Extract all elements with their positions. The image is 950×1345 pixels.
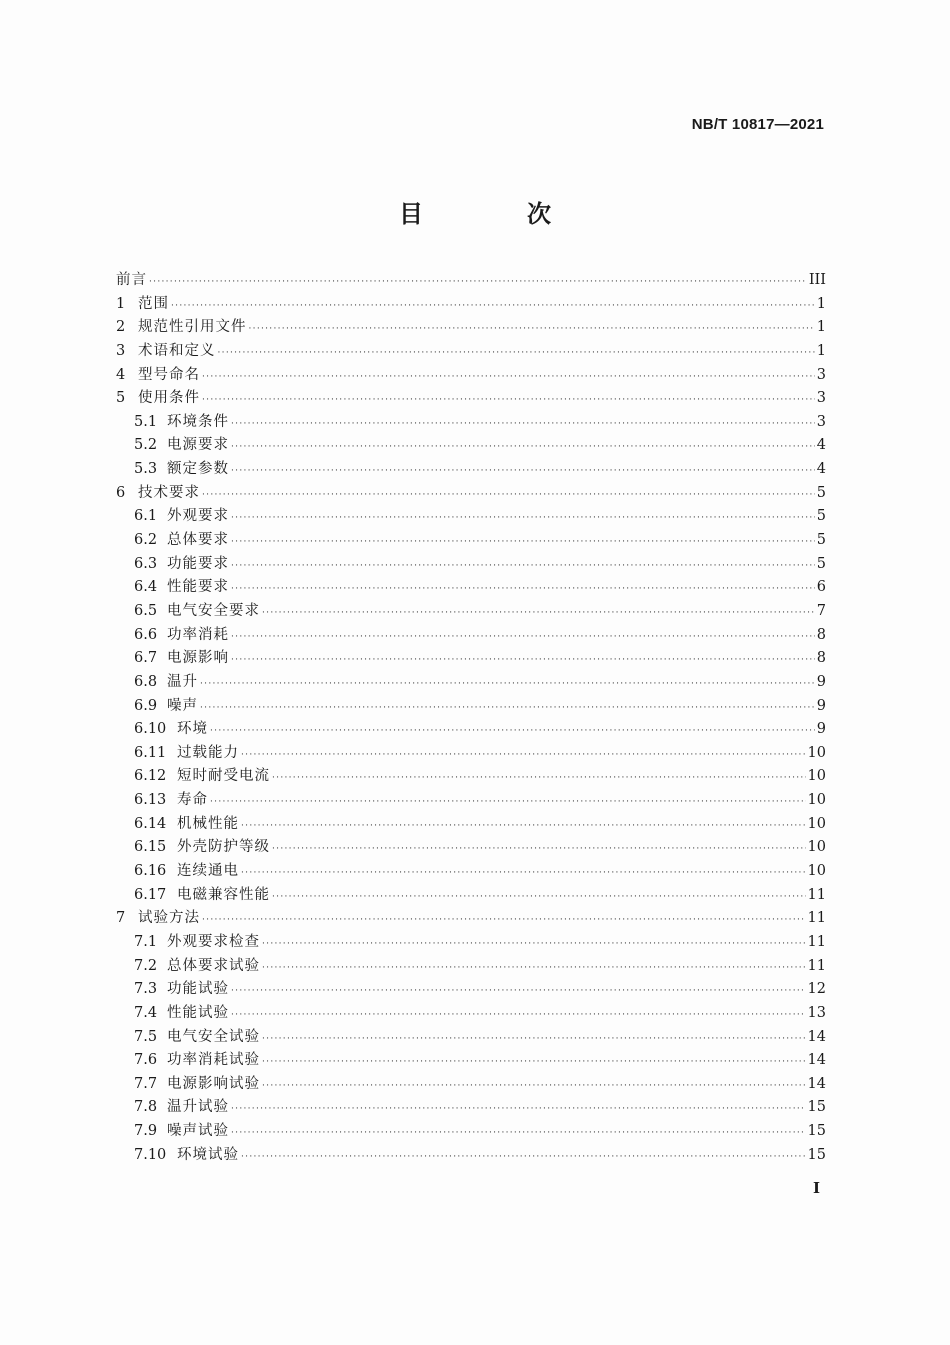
toc-entry-page: 11 bbox=[807, 910, 826, 927]
toc-entry-label: 技术要求 bbox=[138, 484, 200, 501]
toc-entry-number: 6.2 bbox=[134, 532, 158, 549]
toc-subentry[interactable] bbox=[116, 1049, 826, 1073]
toc-entry-label: 额定参数 bbox=[167, 461, 229, 478]
toc-entry-number: 6.6 bbox=[134, 626, 158, 643]
toc-entry-label: 性能试验 bbox=[167, 1004, 229, 1021]
toc-subentry[interactable] bbox=[116, 978, 826, 1002]
toc-subentry[interactable] bbox=[116, 789, 826, 813]
toc-entry-page: 4 bbox=[816, 437, 826, 454]
toc-entry-page: 13 bbox=[807, 1004, 826, 1021]
toc-subentry[interactable] bbox=[116, 434, 826, 458]
toc-entry-label: 术语和定义 bbox=[138, 342, 216, 359]
toc-entry-page: 5 bbox=[816, 508, 826, 525]
dot-leader bbox=[231, 1122, 806, 1146]
dot-leader bbox=[231, 555, 815, 579]
toc-subentry[interactable] bbox=[116, 505, 826, 529]
toc-entry-label: 短时耐受电流 bbox=[177, 768, 270, 785]
toc-entry-label: 电源影响 bbox=[167, 650, 229, 667]
dot-leader bbox=[241, 815, 806, 839]
toc-entry-label: 外观要求检查 bbox=[167, 933, 260, 950]
toc-entry-page: 15 bbox=[807, 1123, 826, 1140]
toc-entry-page: 14 bbox=[807, 1028, 826, 1045]
toc-subentry[interactable] bbox=[116, 931, 826, 955]
toc-entry-number: 6.8 bbox=[134, 673, 158, 690]
toc-entry-number: 6.5 bbox=[134, 602, 158, 619]
toc-entry-number: 6.10 bbox=[134, 721, 167, 738]
toc-entry-label: 温升试验 bbox=[167, 1099, 229, 1116]
dot-leader bbox=[249, 318, 815, 342]
toc-entry-label: 噪声试验 bbox=[167, 1123, 229, 1140]
dot-leader bbox=[272, 838, 806, 862]
toc-entry-page: 11 bbox=[807, 933, 826, 950]
toc-entry-label: 温升 bbox=[167, 673, 198, 690]
toc-subentry[interactable] bbox=[116, 695, 826, 719]
dot-leader bbox=[272, 767, 806, 791]
toc-entry-page: 11 bbox=[807, 957, 826, 974]
toc-subentry[interactable] bbox=[116, 1026, 826, 1050]
toc-entry-page: 9 bbox=[816, 721, 826, 738]
toc-entry-label: 电源影响试验 bbox=[167, 1075, 260, 1092]
toc-entry-label: 总体要求试验 bbox=[167, 957, 260, 974]
toc-entry-number: 6.1 bbox=[134, 508, 158, 525]
toc-entry-page: 9 bbox=[816, 673, 826, 690]
toc-entry-page: 15 bbox=[807, 1099, 826, 1116]
toc-subentry[interactable] bbox=[116, 458, 826, 482]
toc-entry-page: 14 bbox=[807, 1052, 826, 1069]
toc-entry-number: 5.3 bbox=[134, 461, 158, 478]
toc-entry-number: 7.5 bbox=[134, 1028, 158, 1045]
toc-entry-label: 环境试验 bbox=[177, 1146, 239, 1163]
dot-leader bbox=[231, 980, 806, 1004]
toc-entry-page: 9 bbox=[816, 697, 826, 714]
toc-entry-number: 7.1 bbox=[134, 933, 158, 950]
toc-entry-page: 10 bbox=[807, 863, 826, 880]
toc-entry-label: 功率消耗试验 bbox=[167, 1052, 260, 1069]
toc-entry-label: 使用条件 bbox=[138, 390, 200, 407]
toc-entry-page: 5 bbox=[816, 532, 826, 549]
toc-entry-page: 12 bbox=[807, 981, 826, 998]
toc-entry-number: 7.3 bbox=[134, 981, 158, 998]
toc-entry[interactable] bbox=[116, 387, 826, 411]
toc-subentry[interactable] bbox=[116, 955, 826, 979]
toc-subentry[interactable] bbox=[116, 836, 826, 860]
toc-entry-number: 6 bbox=[116, 484, 126, 501]
dot-leader bbox=[231, 507, 815, 531]
dot-leader bbox=[210, 791, 806, 815]
dot-leader bbox=[231, 436, 815, 460]
toc-entry-page: 8 bbox=[816, 650, 826, 667]
toc-subentry[interactable] bbox=[116, 411, 826, 435]
toc-entry-label: 外壳防护等级 bbox=[177, 839, 270, 856]
page-folio: I bbox=[812, 1179, 820, 1197]
toc-entry-page: 1 bbox=[816, 319, 826, 336]
dot-leader bbox=[231, 531, 815, 555]
toc-subentry[interactable] bbox=[116, 576, 826, 600]
dot-leader bbox=[241, 862, 806, 886]
toc-entry-number: 6.17 bbox=[134, 886, 167, 903]
toc-entry-page: 1 bbox=[816, 295, 826, 312]
toc-entry-number: 6.3 bbox=[134, 555, 158, 572]
toc-entry-number: 7.7 bbox=[134, 1075, 158, 1092]
dot-leader bbox=[262, 1075, 806, 1099]
toc-entry-page: 14 bbox=[807, 1075, 826, 1092]
toc-entry-number: 6.9 bbox=[134, 697, 158, 714]
toc-entry-number: 7.10 bbox=[134, 1146, 167, 1163]
toc-entry-page: 10 bbox=[807, 768, 826, 785]
toc-subentry[interactable] bbox=[116, 1096, 826, 1120]
toc-entry-page: 10 bbox=[807, 839, 826, 856]
standard-code: NB/T 10817—2021 bbox=[691, 116, 824, 133]
toc-subentry[interactable] bbox=[116, 813, 826, 837]
toc-entry-page: 10 bbox=[807, 744, 826, 761]
toc-entry-page: 7 bbox=[816, 602, 826, 619]
toc-entry[interactable] bbox=[116, 364, 826, 388]
toc-entry-number: 6.7 bbox=[134, 650, 158, 667]
toc-subentry[interactable] bbox=[116, 860, 826, 884]
toc-entry-label: 电源要求 bbox=[167, 437, 229, 454]
toc-subentry[interactable] bbox=[116, 718, 826, 742]
dot-leader bbox=[171, 295, 815, 319]
toc-entry-page: 3 bbox=[816, 390, 826, 407]
toc-entry-label: 电气安全要求 bbox=[167, 602, 260, 619]
toc-subentry[interactable] bbox=[116, 529, 826, 553]
toc-entry-number: 7.2 bbox=[134, 957, 158, 974]
toc-subentry[interactable] bbox=[116, 1073, 826, 1097]
toc-entry-label: 功率消耗 bbox=[167, 626, 229, 643]
toc-subentry[interactable] bbox=[116, 624, 826, 648]
toc-entry[interactable] bbox=[116, 293, 826, 317]
toc-entry-label: 总体要求 bbox=[167, 532, 229, 549]
toc-entry-page: 15 bbox=[807, 1146, 826, 1163]
toc-entry-label: 前言 bbox=[116, 272, 147, 288]
dot-leader bbox=[200, 697, 815, 721]
toc-entry[interactable] bbox=[116, 316, 826, 340]
toc-entry-label: 环境条件 bbox=[167, 413, 229, 430]
table-of-contents bbox=[116, 269, 826, 1167]
toc-entry-label: 外观要求 bbox=[167, 508, 229, 525]
toc-subentry[interactable] bbox=[116, 765, 826, 789]
dot-leader bbox=[241, 1146, 806, 1170]
toc-entry[interactable] bbox=[116, 482, 826, 506]
dot-leader bbox=[241, 744, 806, 768]
dot-leader bbox=[149, 271, 807, 295]
page-title: 目 次 bbox=[399, 200, 591, 228]
dot-leader bbox=[272, 886, 806, 910]
toc-entry-page: 3 bbox=[816, 413, 826, 430]
toc-entry-page: 5 bbox=[816, 484, 826, 501]
dot-leader bbox=[262, 1051, 806, 1075]
toc-entry-label: 噪声 bbox=[167, 697, 198, 714]
dot-leader bbox=[210, 720, 815, 744]
toc-entry-number: 4 bbox=[116, 366, 126, 383]
toc-entry-number: 7.8 bbox=[134, 1099, 158, 1116]
dot-leader bbox=[231, 649, 815, 673]
toc-entry-label: 范围 bbox=[138, 295, 169, 312]
toc-entry-page: 3 bbox=[816, 366, 826, 383]
toc-entry-label: 电磁兼容性能 bbox=[177, 886, 270, 903]
toc-entry-number: 6.14 bbox=[134, 815, 167, 832]
toc-entry-preface[interactable] bbox=[116, 269, 826, 293]
toc-entry-label: 试验方法 bbox=[138, 910, 200, 927]
toc-entry-number: 6.11 bbox=[134, 744, 167, 761]
toc-entry-page: 10 bbox=[807, 792, 826, 809]
toc-entry-label: 环境 bbox=[177, 721, 208, 738]
toc-entry-number: 2 bbox=[116, 319, 126, 336]
toc-entry[interactable] bbox=[116, 340, 826, 364]
toc-entry-number: 6.16 bbox=[134, 863, 167, 880]
toc-entry-label: 功能要求 bbox=[167, 555, 229, 572]
dot-leader bbox=[231, 1004, 806, 1028]
toc-subentry[interactable] bbox=[116, 1144, 826, 1168]
toc-entry[interactable] bbox=[116, 907, 826, 931]
toc-entry-label: 功能试验 bbox=[167, 981, 229, 998]
toc-entry-number: 6.15 bbox=[134, 839, 167, 856]
dot-leader bbox=[202, 366, 815, 390]
dot-leader bbox=[231, 460, 815, 484]
toc-entry-page: 4 bbox=[816, 461, 826, 478]
dot-leader bbox=[262, 933, 806, 957]
toc-entry-number: 7 bbox=[116, 910, 126, 927]
toc-entry-label: 过载能力 bbox=[177, 744, 239, 761]
toc-entry-number: 6.4 bbox=[134, 579, 158, 596]
toc-subentry[interactable] bbox=[116, 600, 826, 624]
toc-entry-label: 电气安全试验 bbox=[167, 1028, 260, 1045]
toc-entry-label: 规范性引用文件 bbox=[138, 319, 247, 336]
toc-entry-number: 1 bbox=[116, 295, 126, 312]
dot-leader bbox=[200, 673, 815, 697]
dot-leader bbox=[262, 602, 815, 626]
toc-entry-number: 7.6 bbox=[134, 1052, 158, 1069]
toc-entry-label: 型号命名 bbox=[138, 366, 200, 383]
dot-leader bbox=[202, 484, 815, 508]
toc-entry-number: 7.4 bbox=[134, 1004, 158, 1021]
toc-subentry[interactable] bbox=[116, 1120, 826, 1144]
toc-subentry[interactable] bbox=[116, 647, 826, 671]
dot-leader bbox=[262, 957, 806, 981]
toc-entry-number: 6.12 bbox=[134, 768, 167, 785]
dot-leader bbox=[231, 1098, 806, 1122]
toc-subentry[interactable] bbox=[116, 884, 826, 908]
dot-leader bbox=[202, 909, 806, 933]
toc-entry-number: 6.13 bbox=[134, 792, 167, 809]
toc-entry-label: 寿命 bbox=[177, 792, 208, 809]
dot-leader bbox=[231, 626, 815, 650]
dot-leader bbox=[262, 1028, 806, 1052]
toc-subentry[interactable] bbox=[116, 742, 826, 766]
dot-leader bbox=[202, 389, 815, 413]
toc-entry-label: 机械性能 bbox=[177, 815, 239, 832]
toc-entry-number: 5 bbox=[116, 390, 126, 407]
toc-entry-number: 7.9 bbox=[134, 1123, 158, 1140]
dot-leader bbox=[218, 342, 815, 366]
toc-entry-page: 11 bbox=[807, 886, 826, 903]
toc-entry-page: III bbox=[808, 272, 826, 288]
toc-subentry[interactable] bbox=[116, 671, 826, 695]
toc-entry-page: 6 bbox=[816, 579, 826, 596]
toc-subentry[interactable] bbox=[116, 1002, 826, 1026]
dot-leader bbox=[231, 413, 815, 437]
dot-leader bbox=[231, 578, 815, 602]
toc-entry-number: 5.2 bbox=[134, 437, 158, 454]
toc-entry-page: 10 bbox=[807, 815, 826, 832]
toc-entry-label: 性能要求 bbox=[167, 579, 229, 596]
toc-entry-number: 3 bbox=[116, 342, 126, 359]
toc-subentry[interactable] bbox=[116, 553, 826, 577]
toc-entry-page: 5 bbox=[816, 555, 826, 572]
toc-entry-label: 连续通电 bbox=[177, 863, 239, 880]
toc-entry-page: 1 bbox=[816, 342, 826, 359]
toc-entry-number: 5.1 bbox=[134, 413, 158, 430]
toc-entry-page: 8 bbox=[816, 626, 826, 643]
